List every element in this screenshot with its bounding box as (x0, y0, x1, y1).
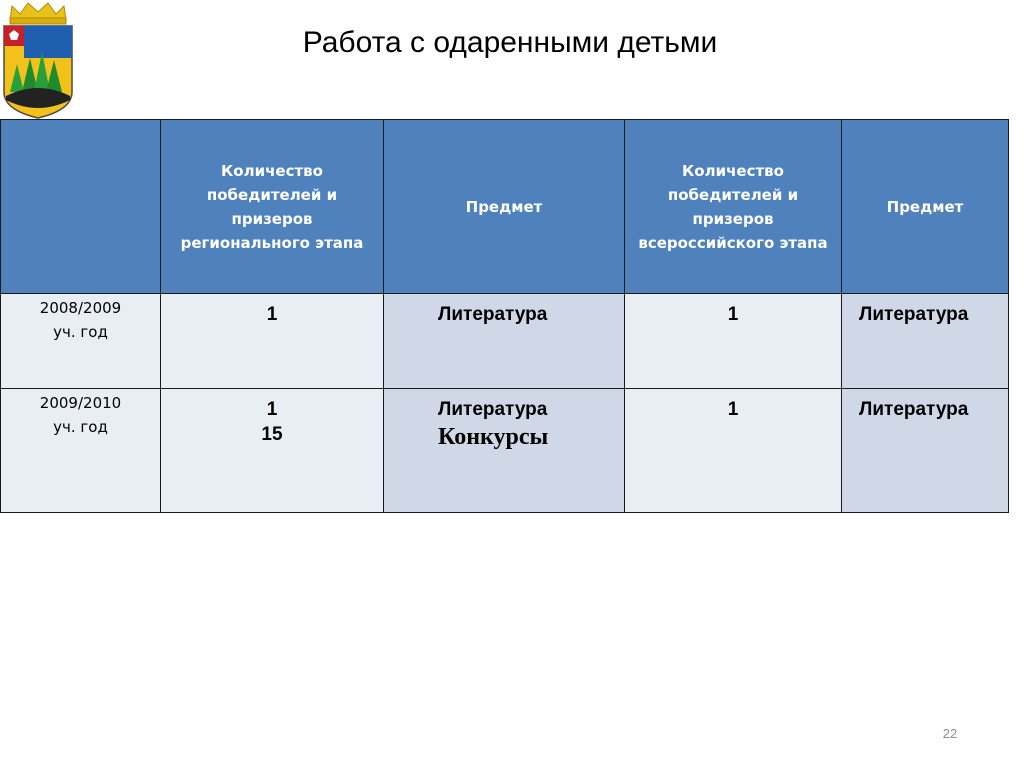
national-count-value: 1 (727, 399, 739, 420)
year-cell (1, 389, 161, 513)
header-national-count: Количество победителей и призеров всероссийского этапа (625, 120, 842, 294)
national-subject-value: Литература (859, 399, 969, 420)
national-subject-value: Литература (859, 304, 969, 325)
header-regional-count: Количество победителей и призеров регионального этапа (161, 120, 384, 294)
year-label: 2009/2010 (39, 394, 122, 412)
page-number: 22 (942, 726, 958, 741)
national-subject-cell (842, 389, 1009, 513)
regional-count-cell (161, 294, 384, 389)
regional-subject-value: Литература (438, 304, 548, 325)
regional-subject-value: Литература (438, 399, 548, 420)
year-suffix: уч. год (53, 323, 108, 341)
national-subject-cell (842, 294, 1009, 389)
table-row (1, 294, 1009, 389)
regional-subject-cell (384, 294, 625, 389)
header-subject-regional: Предмет (384, 120, 625, 294)
table-row (1, 389, 1009, 513)
regional-count-value: 1 (266, 399, 278, 420)
national-count-value: 1 (727, 304, 739, 325)
national-count-cell (625, 294, 842, 389)
slide-title: Работа с одаренными детьми (302, 26, 718, 59)
regional-count-value: 15 (261, 424, 283, 445)
national-count-cell (625, 389, 842, 513)
year-suffix: уч. год (53, 418, 108, 436)
header-subject-national: Предмет (842, 120, 1009, 294)
header-empty-cell (1, 120, 161, 294)
year-cell (1, 294, 161, 389)
regional-subject-cell (384, 389, 625, 513)
olympiad-results-table (0, 119, 1009, 513)
regional-count-cell (161, 389, 384, 513)
coat-of-arms-icon (0, 0, 76, 120)
year-label: 2008/2009 (39, 299, 122, 317)
table-header-row (1, 120, 1009, 294)
regional-count-value: 1 (266, 304, 278, 325)
regional-subject-value: Конкурсы (438, 424, 549, 450)
